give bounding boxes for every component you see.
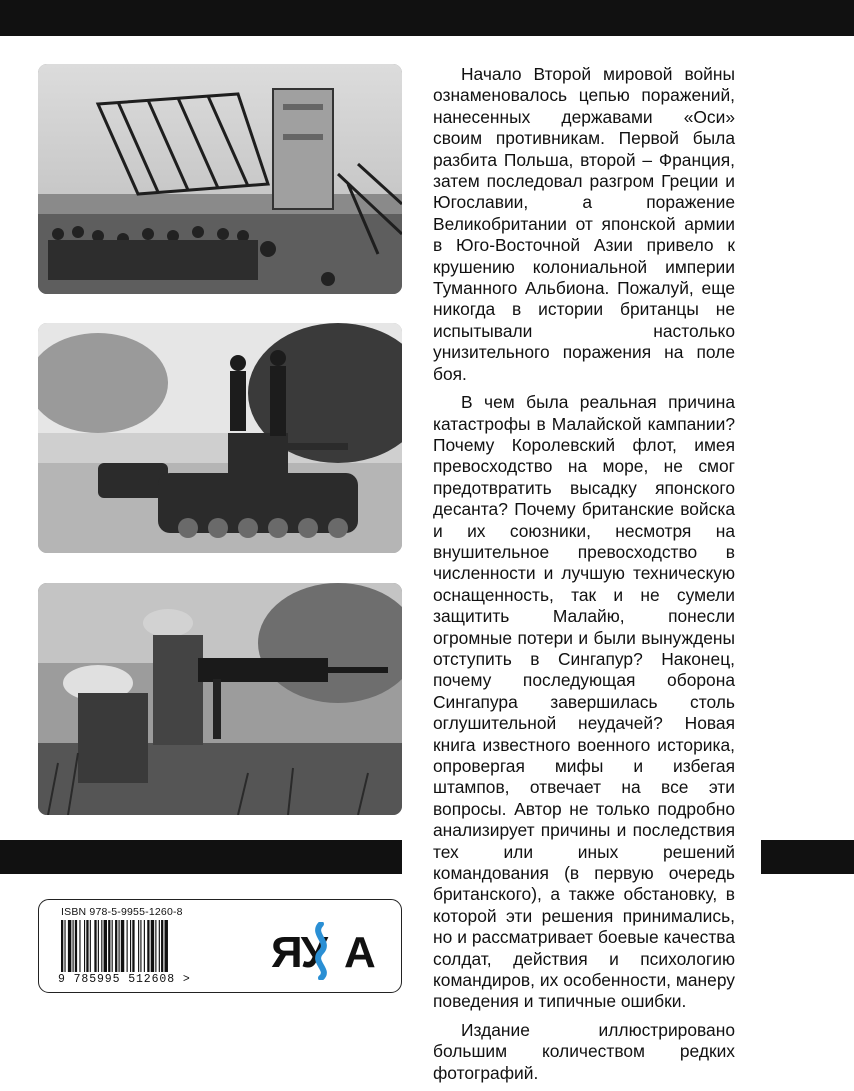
photo-bridge-troops xyxy=(38,64,402,294)
barcode-icon xyxy=(59,920,229,978)
paragraph-2: В чем была реальная причина катастрофы в Малайской кампании? Почему Королевский флот, имея превосходство на море, не смог предотвратить высадку японского десанта? Почему британские войска и их союзники, несмотря на внушительное превосходство в численности и лучшую техническую оснащенность, так и не сумели защитить Малайю, понесли огромные потери и были вынуждены отступить в Сингапур? Наконец, почему последующая оборона Сингапура завершилась столь оглушительной неудачей? Новая книга известного военного историка, опровергая мифы и избегая штампов, отвечает на все эти вопросы. Автор не только подробно анализирует причины и последствия тех или иных решений командования (в первую очередь британского), а также обстановку, в которой эти решения принимались, но и рассматривает боевые качества солдат, действия и психологию командиров, их особенности, манеру поведения и типичные ошибки. xyxy=(433,392,735,1012)
photo-tanks-road xyxy=(38,323,402,553)
publisher-logo-left: ЯУ xyxy=(271,928,326,977)
annotation-text xyxy=(433,64,735,1091)
barcode-digits: 9 785995 512608 > xyxy=(58,973,191,986)
publisher-wave-icon xyxy=(309,922,333,980)
publisher-logo-right: А xyxy=(344,928,374,977)
paragraph-1: Начало Второй мировой войны ознаменовалось цепью поражений, нанесенных державами «Оси» своим противникам. Первой была разбита Польша, второй – Франция, затем последовал разгром Греции и Югославии, а поражение Великобритании от японской армии в Юго-Восточной Азии привело к крушению колониальной империи Туманного Альбиона. Пожалуй, еще никогда в истории британцы не испытывали настолько унизительного поражения на поле боя. xyxy=(433,64,735,384)
bottom-black-band-left xyxy=(0,840,402,874)
photo-machine-gun-crew xyxy=(38,583,402,815)
isbn-label: ISBN 978-5-9955-1260-8 xyxy=(61,906,183,918)
paragraph-3: Издание иллюстрировано большим количеством редких фотографий. xyxy=(433,1019,735,1083)
top-black-band xyxy=(0,0,854,36)
barcode-panel xyxy=(38,899,402,993)
bottom-black-band-right xyxy=(761,840,854,874)
